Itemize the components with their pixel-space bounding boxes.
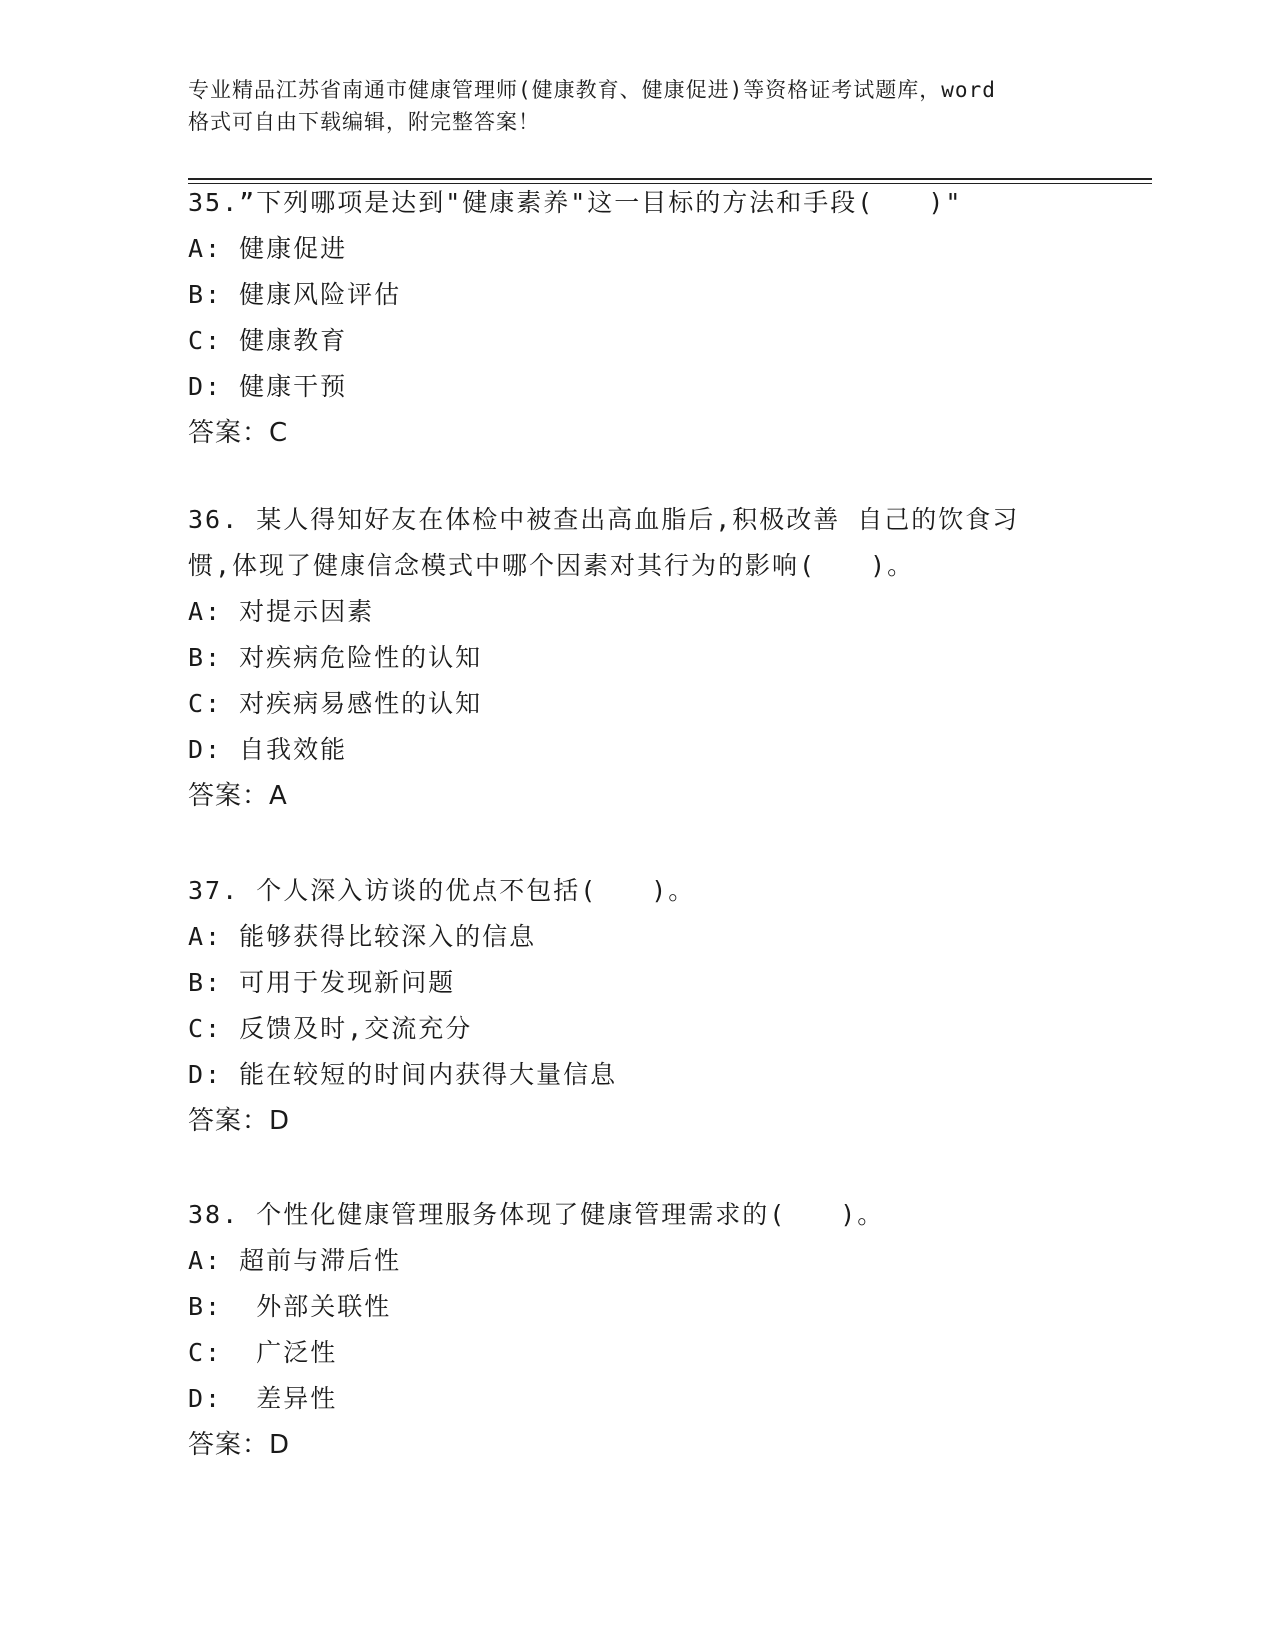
answer: 答案：A <box>188 781 288 811</box>
question-stem-line-1: 36. 某人得知好友在体检中被查出高血脂后,积极改善 自己的饮食习 <box>188 505 1020 534</box>
option-a: A: 能够获得比较深入的信息 <box>188 922 537 951</box>
question-36 <box>188 497 1128 819</box>
question-stem-line-2: 惯,体现了健康信念模式中哪个因素对其行为的影响( )。 <box>188 551 915 580</box>
option-c: C: 广泛性 <box>188 1338 338 1367</box>
option-c: C: 健康教育 <box>188 326 348 355</box>
document-header <box>188 74 1088 138</box>
option-d: D: 健康干预 <box>188 372 348 401</box>
question-stem: 35.”下列哪项是达到"健康素养"这一目标的方法和手段( )" <box>188 188 963 217</box>
question-stem: 37. 个人深入访谈的优点不包括( )。 <box>188 876 696 905</box>
option-b: B: 健康风险评估 <box>188 280 402 309</box>
option-d: D: 自我效能 <box>188 735 348 764</box>
option-b: B: 外部关联性 <box>188 1292 392 1321</box>
question-38 <box>188 1192 1128 1468</box>
answer: 答案：D <box>188 1430 291 1460</box>
option-a: A: 超前与滞后性 <box>188 1246 402 1275</box>
header-line-1: 专业精品江苏省南通市健康管理师(健康教育、健康促进)等资格证考试题库，word <box>188 78 996 102</box>
option-c: C: 反馈及时,交流充分 <box>188 1014 473 1043</box>
option-b: B: 可用于发现新问题 <box>188 968 456 997</box>
option-a: A: 健康促进 <box>188 234 348 263</box>
header-line-2: 格式可自由下载编辑，附完整答案！ <box>188 110 540 134</box>
option-d: D: 差异性 <box>188 1384 338 1413</box>
answer: 答案：D <box>188 1106 291 1136</box>
question-37 <box>188 868 1128 1144</box>
option-d: D: 能在较短的时间内获得大量信息 <box>188 1060 618 1089</box>
answer: 答案：C <box>188 418 289 448</box>
question-35 <box>188 180 1128 456</box>
option-a: A: 对提示因素 <box>188 597 375 626</box>
option-b: B: 对疾病危险性的认知 <box>188 643 483 672</box>
option-c: C: 对疾病易感性的认知 <box>188 689 483 718</box>
question-stem: 38. 个性化健康管理服务体现了健康管理需求的( )。 <box>188 1200 885 1229</box>
